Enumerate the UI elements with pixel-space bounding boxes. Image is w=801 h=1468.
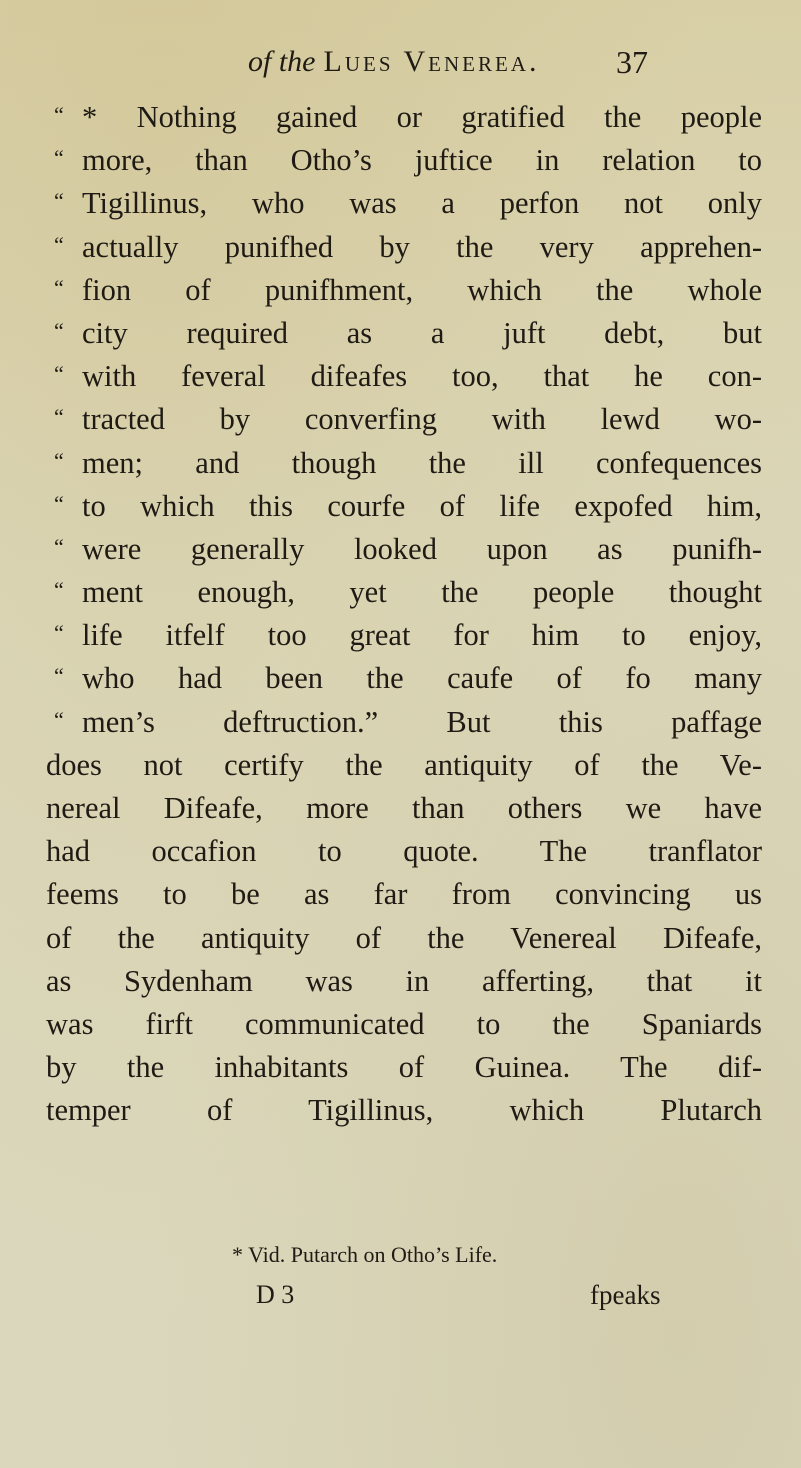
running-title: Lues Venerea. <box>323 45 540 78</box>
quotation-mark: “ <box>54 145 64 171</box>
text-line: “ tracted by converfing with lewd wo- <box>46 398 762 441</box>
running-header <box>248 40 648 84</box>
quotation-mark: “ <box>54 274 64 300</box>
text-line: as Sydenham was in afferting, that it <box>46 963 762 998</box>
text-line: “ with feveral difeafes too, that he con- <box>46 355 762 398</box>
quotation-mark: “ <box>54 533 64 559</box>
footnote: * Vid. Putarch on Otho’s Life. <box>232 1242 498 1267</box>
quotation-mark: “ <box>54 577 64 603</box>
quotation-mark: “ <box>54 663 64 689</box>
quotation-mark: “ <box>54 706 64 732</box>
text-line: had occafion to quote. The tranflator <box>46 834 762 869</box>
quotation-mark: “ <box>54 188 64 214</box>
text-line: “ ment enough, yet the people thought <box>46 571 762 614</box>
body-text <box>46 96 762 1133</box>
text-line: “ more, than Otho’s juftice in relation to <box>46 139 762 182</box>
text-line: “ who had been the caufe of fo many <box>46 657 762 700</box>
text-line: does not certify the antiquity of the Ve- <box>46 747 762 782</box>
text-line: “ to which this courfe of life expofed him, <box>46 485 762 528</box>
text-line: was firft communicated to the Spaniards <box>46 1006 762 1041</box>
text-line: of the antiquity of the Venereal Difeafe, <box>46 920 762 955</box>
quotation-mark: “ <box>54 404 64 430</box>
text-line: “ actually punifhed by the very apprehen- <box>46 226 762 269</box>
text-line: “ Tigillinus, who was a perfon not only <box>46 182 762 225</box>
quotation-mark: “ <box>54 102 64 127</box>
text-line: “ men’s deftruction.” But this paffage <box>46 701 762 744</box>
text-line: “ men; and though the ill confequences <box>46 442 762 485</box>
text-line: “ fion of punifhment, which the whole <box>46 269 762 312</box>
text-line: nereal Difeafe, more than others we have <box>46 791 762 825</box>
text-line: “ * Nothing gained or gratified the people <box>46 96 762 139</box>
text-line: temper of Tigillinus, which Plutarch <box>46 1093 762 1128</box>
text-line: by the inhabitants of Guinea. The dif- <box>46 1050 762 1085</box>
text-line: feems to be as far from convincing us <box>46 877 762 912</box>
page-number: 37 <box>616 44 648 80</box>
quotation-mark: “ <box>54 620 64 646</box>
catchword: fpeaks <box>590 1280 661 1310</box>
running-title-italic: of the <box>248 45 316 78</box>
text-line: “ were generally looked upon as punifh- <box>46 528 762 571</box>
quotation-mark: “ <box>54 447 64 473</box>
text-line: “ city required as a juft debt, but <box>46 312 762 355</box>
text-line: “ life itfelf too great for him to enjoy, <box>46 614 762 657</box>
quotation-mark: “ <box>54 317 64 343</box>
quotation-mark: “ <box>54 490 64 516</box>
quotation-mark: “ <box>54 361 64 387</box>
signature-mark: D 3 <box>256 1280 295 1309</box>
quotation-mark: “ <box>54 231 64 257</box>
